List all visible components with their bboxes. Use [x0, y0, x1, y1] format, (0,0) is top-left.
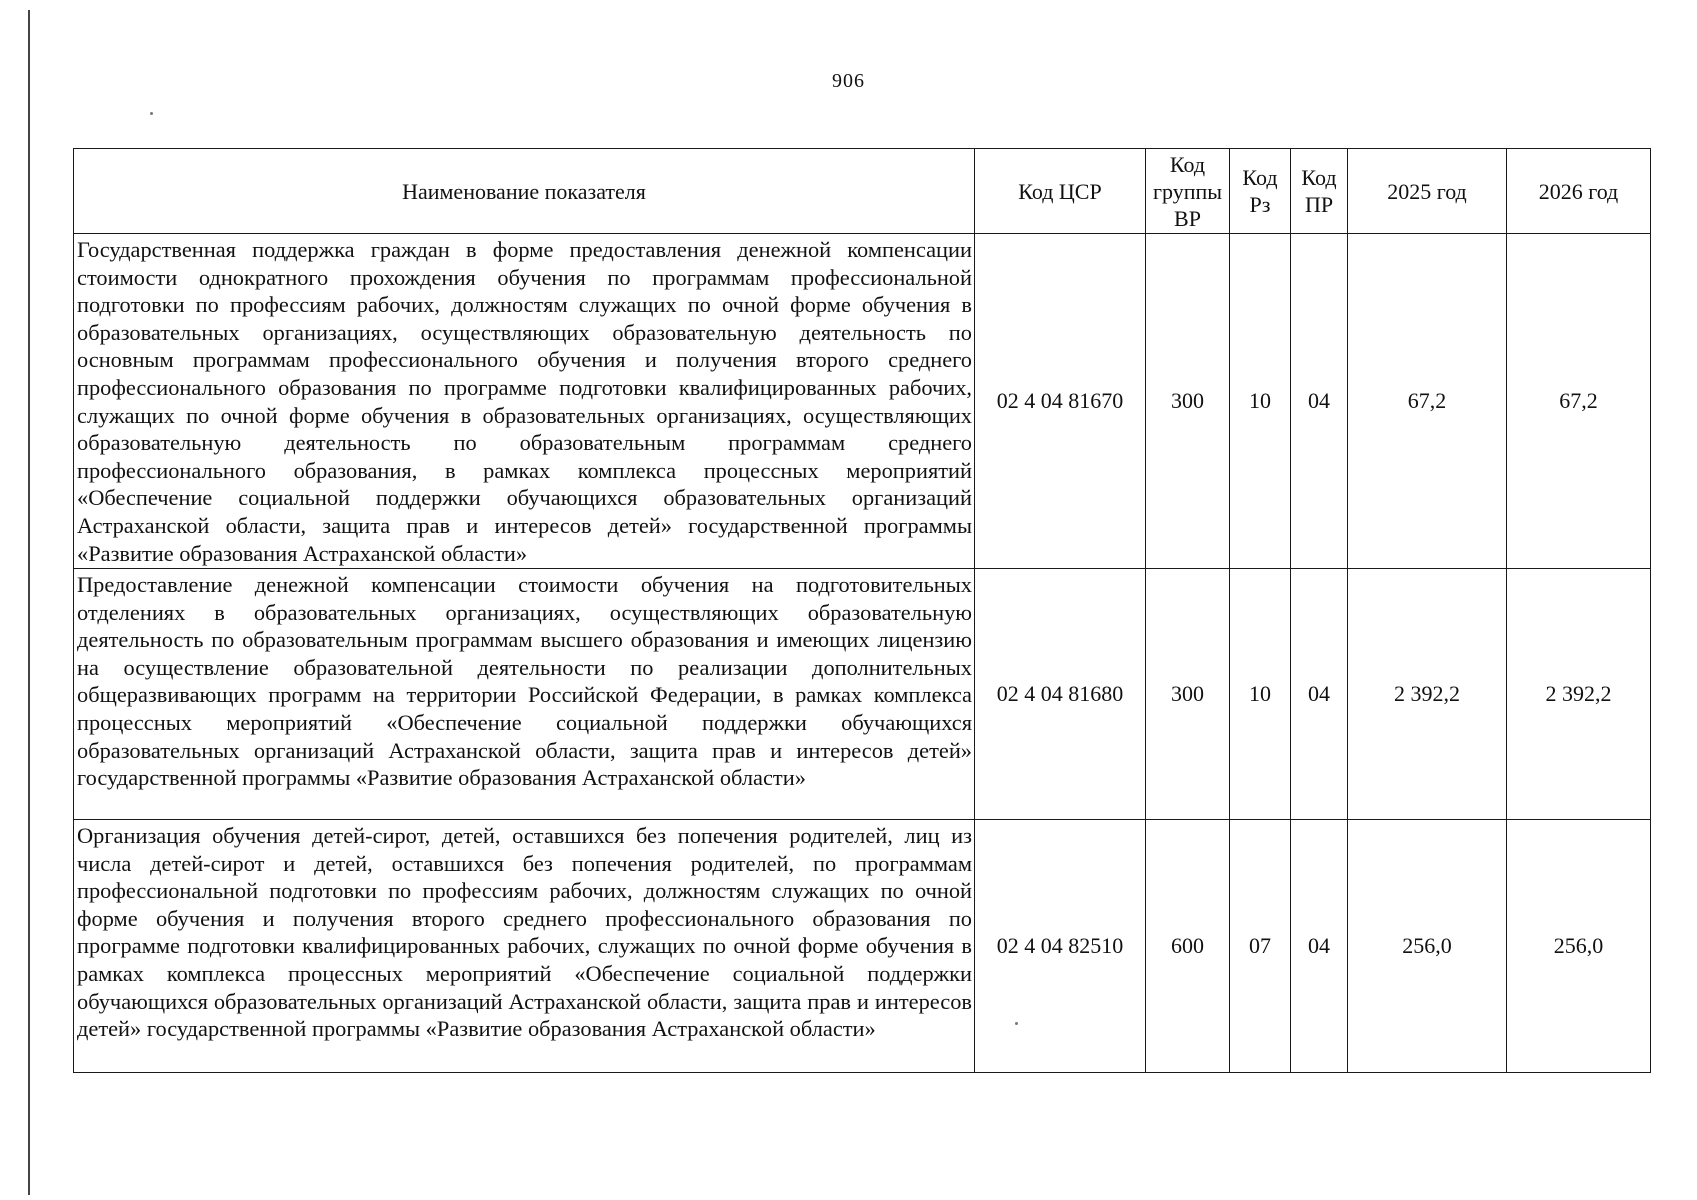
cell-amount-2026: 256,0	[1507, 820, 1651, 1073]
table-header-row	[74, 149, 1651, 234]
table-row	[74, 569, 1651, 820]
cell-amount-2026: 2 392,2	[1507, 569, 1651, 820]
header-pr-code: Код ПР	[1291, 149, 1348, 234]
budget-table	[73, 148, 1651, 1073]
cell-pr-code: 04	[1291, 569, 1348, 820]
cell-vr-code: 300	[1146, 234, 1230, 569]
cell-amount-2025: 256,0	[1348, 820, 1507, 1073]
header-name: Наименование показателя	[74, 149, 975, 234]
left-margin-rule	[28, 10, 30, 1195]
cell-amount-2025: 2 392,2	[1348, 569, 1507, 820]
header-vr-code: Код группы ВР	[1146, 149, 1230, 234]
table-row	[74, 820, 1651, 1073]
cell-indicator-name: Организация обучения детей-сирот, детей, оставшихся без попечения родителей, лиц из числа детей-сирот и детей, оставшихся без попечения родителей, по программам профессиональной подготовки по профессиям рабочих, должностям служащих по очной форме обучения и получения второго среднего профессионального образования по программе подготовки квалифицированных рабочих, служащих по очной форме обучения в рамках комплекса процессных мероприятий «Обеспечение социальной поддержки обучающихся образовательных организаций Астраханской области, защита прав и интересов детей» государственной программы «Развитие образования Астраханской области»	[74, 820, 975, 1073]
scan-speck	[150, 112, 153, 115]
table-row	[74, 234, 1651, 569]
cell-csr-code: 02 4 04 81670	[975, 234, 1146, 569]
cell-amount-2025: 67,2	[1348, 234, 1507, 569]
cell-rz-code: 10	[1230, 569, 1291, 820]
cell-rz-code: 07	[1230, 820, 1291, 1073]
header-rz-code: Код Рз	[1230, 149, 1291, 234]
header-csr-code: Код ЦСР	[975, 149, 1146, 234]
cell-amount-2026: 67,2	[1507, 234, 1651, 569]
cell-indicator-name: Государственная поддержка граждан в форме предоставления денежной компенсации стоимости однократного прохождения обучения по программам профессиональной подготовки по профессиям рабочих, должностям служащих по очной форме обучения в образовательных организациях, осуществляющих образовательную деятельность по основным программам профессионального обучения и получения второго среднего профессионального образования по программе подготовки квалифицированных рабочих, служащих по очной форме обучения в образовательных организациях, осуществляющих образовательную деятельность по образовательным программам среднего профессионального образования, в рамках комплекса процессных мероприятий «Обеспечение социальной поддержки обучающихся образовательных организаций Астраханской области, защита прав и интересов детей» государственной программы «Развитие образования Астраханской области»	[74, 234, 975, 569]
cell-csr-code: 02 4 04 81680	[975, 569, 1146, 820]
page-number: 906	[832, 70, 865, 92]
cell-pr-code: 04	[1291, 820, 1348, 1073]
header-year-2026: 2026 год	[1507, 149, 1651, 234]
header-year-2025: 2025 год	[1348, 149, 1507, 234]
cell-rz-code: 10	[1230, 234, 1291, 569]
cell-vr-code: 300	[1146, 569, 1230, 820]
cell-csr-code: 02 4 04 82510	[975, 820, 1146, 1073]
cell-vr-code: 600	[1146, 820, 1230, 1073]
cell-pr-code: 04	[1291, 234, 1348, 569]
cell-indicator-name: Предоставление денежной компенсации стоимости обучения на подготовительных отделениях в образовательных организациях, осуществляющих образовательную деятельность по образовательным программам высшего образования и имеющих лицензию на осуществление образовательной деятельности по реализации дополнительных общеразвивающих программ на территории Российской Федерации, в рамках комплекса процессных мероприятий «Обеспечение социальной поддержки обучающихся образовательных организаций Астраханской области, защита прав и интересов детей» государственной программы «Развитие образования Астраханской области»	[74, 569, 975, 820]
